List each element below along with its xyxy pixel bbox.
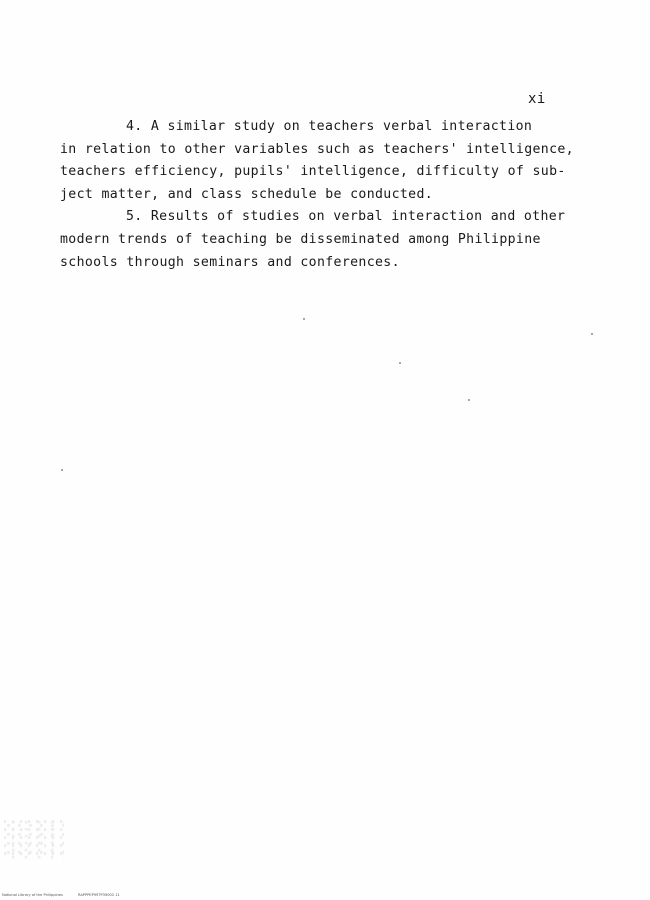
text-line: ject matter, and class schedule be conducted. <box>60 186 434 202</box>
scan-speck <box>591 333 593 335</box>
page-number: xi <box>528 91 546 107</box>
recommendations-text <box>60 116 595 274</box>
text-line: teachers efficiency, pupils' intelligence, difficulty of sub- <box>60 164 566 180</box>
footer-library: National Library of the Philippines <box>2 893 63 897</box>
scan-speck <box>399 362 401 364</box>
text-line: 4. A similar study on teachers verbal interaction <box>126 119 533 134</box>
scan-speck <box>468 399 470 401</box>
footer-code: RAPPPEP99TP39002 11 <box>78 893 120 897</box>
scan-smudge <box>4 820 64 860</box>
scan-speck <box>61 469 63 471</box>
text-line: in relation to other variables such as teachers' intelligence, <box>60 141 574 157</box>
scan-footer <box>2 893 120 897</box>
text-line: schools through seminars and conferences. <box>60 254 400 270</box>
text-line: 5. Results of studies on verbal interaction and other <box>126 209 566 225</box>
text-line: modern trends of teaching be disseminated among Philippine <box>60 231 541 247</box>
scan-speck <box>303 318 305 320</box>
